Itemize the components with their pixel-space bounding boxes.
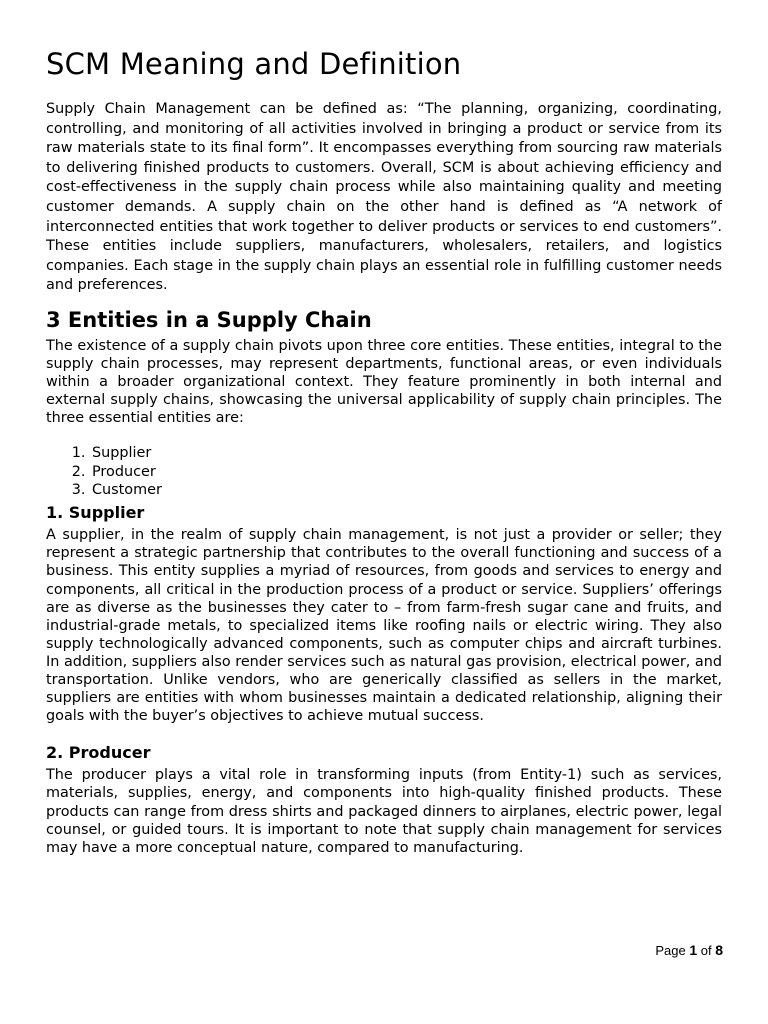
total-pages-number: 8 <box>715 942 723 958</box>
document-page <box>46 40 722 857</box>
of-label: of <box>700 943 712 958</box>
list-item: 3. Customer <box>90 481 722 499</box>
entities-list <box>46 444 722 499</box>
entities-intro-paragraph: The existence of a supply chain pivots upon three core entities. These entities, integral to the supply chain processes, may represent departments, functional areas, or even individuals within a broader organizational context. They feature prominently in both internal and external supply chains, showcasing the universal applicability of supply chain principles. The three essential entities are: <box>46 337 722 427</box>
section-spacer <box>46 725 722 739</box>
intro-paragraph: Supply Chain Management can be defined as: “The planning, organizing, coordinating, controlling, and monitoring of all activities involved in bringing a product or service from its raw materials state to its final form”. It encompasses everything from sourcing raw materials to delivering finished products to customers. Overall, SCM is about achieving efficiency and cost-effectiveness in the supply chain process while also maintaining quality and meeting customer demands. A supply chain on the other hand is defined as “A network of interconnected entities that work together to deliver products or services to end customers”. These entities include suppliers, manufacturers, wholesalers, retailers, and logistics companies. Each stage in the supply chain plays an essential role in fulfilling customer needs and preferences. <box>46 101 722 294</box>
current-page-number: 1 <box>689 942 698 958</box>
supplier-heading: 1. Supplier <box>46 503 145 523</box>
producer-paragraph: The producer plays a vital role in transforming inputs (from Entity-1) such as services, materials, supplies, energy, and components into high-quality finished products. These products can range from dress shirts and packaged dinners to airplanes, electric power, legal counsel, or guided tours. It is important to note that supply chain management for services may have a more conceptual nature, compared to manufacturing. <box>46 767 722 856</box>
page-title: SCM Meaning and Definition <box>46 47 462 81</box>
page-label: Page <box>655 943 686 958</box>
page-number-footer <box>655 941 723 960</box>
entities-heading: 3 Entities in a Supply Chain <box>46 307 372 332</box>
supplier-paragraph: A supplier, in the realm of supply chain management, is not just a provider or seller; they represent a strategic partnership that contributes to the overall functioning and success of a business. This entity supplies a myriad of resources, from goods and services to energy and components, all critical in the production process of a product or service. Suppliers’ offerings are as diverse as the businesses they cater to – from farm-fresh sugar cane and fruits, and industrial-grade metals, to specialized items like roofing nails or electric wiring. They also supply technologically advanced components, such as computer chips and aircraft turbines. In addition, suppliers also render services such as natural gas provision, electrical power, and transportation. Unlike vendors, who are generically classified as sellers in the market, suppliers are entities with whom businesses maintain a dedicated relationship, aligning their goals with the buyer’s objectives to achieve mutual success. <box>46 527 722 725</box>
list-item: 1. Supplier <box>90 444 722 462</box>
list-item: 2. Producer <box>90 463 722 481</box>
producer-heading: 2. Producer <box>46 743 151 763</box>
